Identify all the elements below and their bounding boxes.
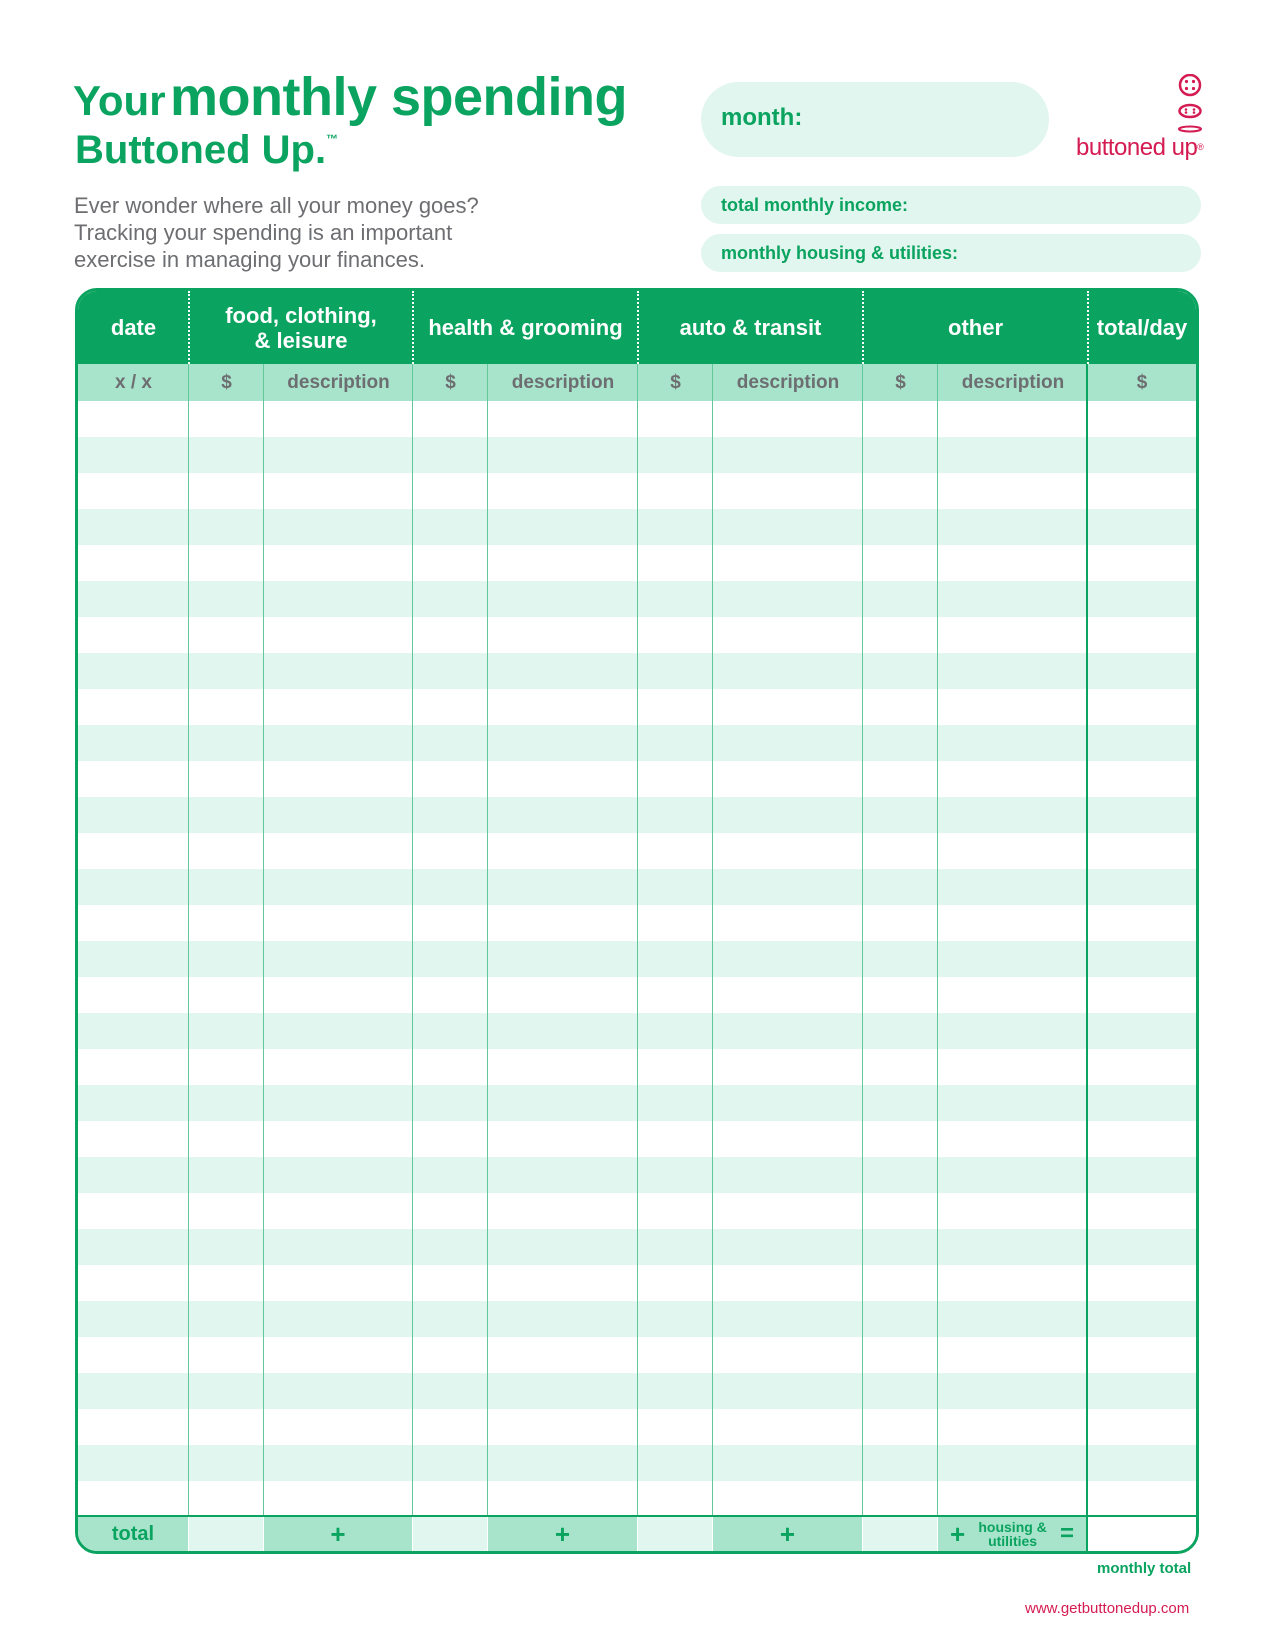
column-line [937,364,938,1515]
housing-field[interactable] [701,234,1201,272]
housing-label: monthly housing & utilities: [721,243,958,263]
plus-sign: + [950,1518,966,1549]
income-field[interactable] [701,186,1201,224]
monthly-total-cell[interactable] [1088,1517,1196,1551]
subheader-amount: $ [445,371,456,393]
subheader-description: description [736,371,840,393]
header-date: date [110,315,157,340]
subheader-description: description [287,371,390,393]
food-plus-cell [264,1517,412,1551]
header-food-line1: food, clothing, [225,302,377,328]
header-other: other [948,315,1003,340]
plus-sign: + [554,1518,571,1549]
equals-sign: = [1059,1520,1074,1547]
housing-utilities-cell [938,1517,1086,1551]
subheader-amount: $ [670,371,681,393]
subheader-amount: $ [221,371,232,393]
total-label: total [78,1517,188,1551]
column-line [712,364,713,1515]
page-subtitle [75,128,338,173]
column-line [188,364,189,1515]
brand-name: buttoned up [1076,134,1198,161]
other-total-cell[interactable] [863,1517,937,1551]
registered-mark: ® [1197,142,1204,152]
plus-sign: + [330,1518,346,1549]
brand-logo [1076,134,1203,162]
column-line [862,364,863,1515]
header-health: health & grooming [428,315,623,340]
header-auto: auto & transit [679,315,822,340]
trademark-symbol: ™ [326,132,339,146]
header-food-line2: & leisure [254,327,348,353]
header-divider [1087,291,1089,364]
column-line [637,364,638,1515]
subheader-total-amount: $ [1136,371,1148,393]
buttons-icon [1172,74,1208,136]
subheader-description: description [511,371,615,393]
total-row [78,1515,1196,1551]
auto-plus-cell [713,1517,862,1551]
page-title [73,66,627,128]
health-plus-cell [488,1517,637,1551]
column-line [487,364,488,1515]
header-total-day: total/day [1096,315,1188,340]
title-prefix: Your [73,77,166,124]
intro-line-1: Ever wonder where all your money goes? [74,193,479,218]
spending-table [75,288,1199,1554]
month-field[interactable] [701,82,1049,157]
header-divider [412,291,414,364]
intro-line-3: exercise in managing your finances. [74,247,425,272]
header-row [78,291,1196,364]
housing-utilities-label: housing & utilities [978,1519,1047,1549]
subheader-description: description [961,371,1065,393]
subheader-date-format: x / x [115,371,152,393]
income-label: total monthly income: [721,195,909,215]
subtitle-text: Buttoned Up. [75,128,327,172]
column-line [263,364,264,1515]
column-line [412,364,413,1515]
header-divider [188,291,190,364]
title-main: monthly spending [170,67,628,127]
plus-sign: + [779,1518,796,1549]
header-food [189,291,413,364]
header-divider [637,291,639,364]
website-link[interactable]: www.getbuttonedup.com [1025,1600,1190,1617]
food-total-cell[interactable] [189,1517,263,1551]
health-total-cell[interactable] [413,1517,487,1551]
intro-line-2: Tracking your spending is an important [74,220,453,245]
monthly-total-label: monthly total [1097,1560,1192,1577]
intro-text [74,192,634,273]
month-label: month: [721,104,803,131]
total-column-line [1086,364,1088,1551]
auto-total-cell[interactable] [638,1517,712,1551]
subheader-amount: $ [895,371,906,393]
header-divider [862,291,864,364]
